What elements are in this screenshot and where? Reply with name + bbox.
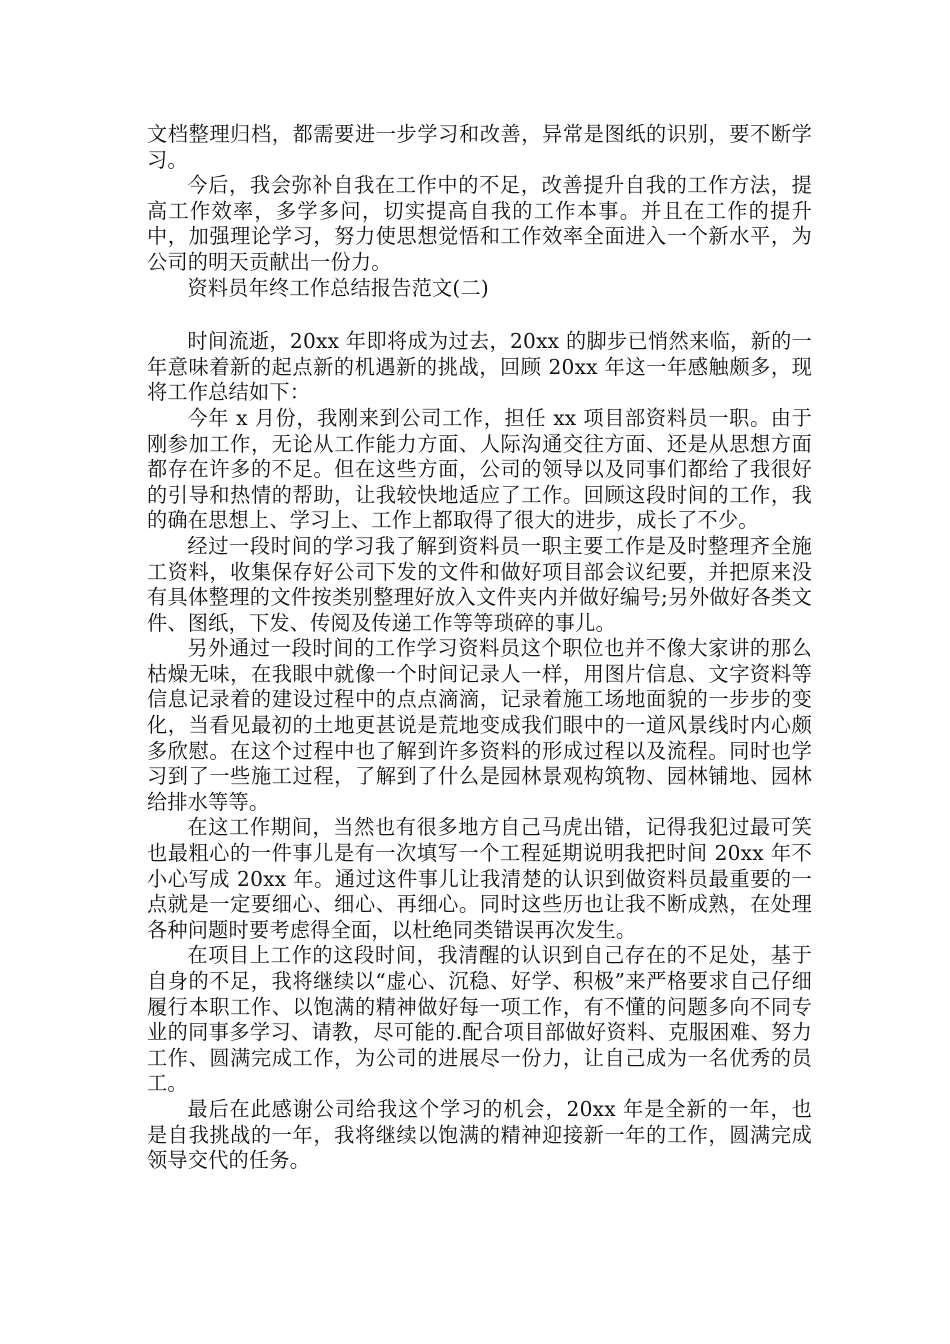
paragraph: 文档整理归档，都需要进一步学习和改善，异常是图纸的识别，要不断学习。	[147, 122, 812, 172]
document-page	[147, 122, 812, 1174]
paragraph: 在这工作期间，当然也有很多地方自己马虎出错，记得我犯过最可笑也最粗心的一件事儿是有一次填写一个工程延期说明我把时间 20xx 年不小心写成 20xx 年。通过这件事儿让我清楚的认识到做资料员最重要的一点就是一定要细心、细心、再细心。同时这些历也让我不断成熟，在处理各种问题时要考虑得全面，以杜绝同类错误再次发生。	[147, 815, 812, 942]
paragraph: 今后，我会弥补自我在工作中的不足，改善提升自我的工作方法，提高工作效率，多学多问，切实提高自我的工作本事。并且在工作的提升中，加强理论学习，努力使思想觉悟和工作效率全面进入一个新水平，为公司的明天贡献出一份力。	[147, 173, 812, 274]
paragraph: 另外通过一段时间的工作学习资料员这个职位也并不像大家讲的那么枯燥无味，在我眼中就像一个时间记录人一样，用图片信息、文字资料等信息记录着的建设过程中的点点滴滴，记录着施工场地面貌的一步步的变化，当看见最初的土地更甚说是荒地变成我们眼中的一道风景线时内心颇多欣慰。在这个过程中也了解到许多资料的形成过程以及流程。同时也学习到了一些施工过程，了解到了什么是园林景观构筑物、园林铺地、园林给排水等等。	[147, 636, 812, 814]
paragraph: 在项目上工作的这段时间，我清醒的认识到自己存在的不足处，基于自身的不足，我将继续以“虚心、沉稳、好学、积极”来严格要求自己仔细履行本职工作、以饱满的精神做好每一项工作，有不懂的问题多向不同专业的同事多学习、请教，尽可能的.配合项目部做好资料、克服困难、努力工作、圆满完成工作，为公司的进展尽一份力，让自己成为一名优秀的员工。	[147, 943, 812, 1096]
paragraph: 时间流逝，20xx 年即将成为过去，20xx 的脚步已悄然来临，新的一年意味着新的起点新的机遇新的挑战，回顾 20xx 年这一年感触颇多，现将工作总结如下：	[147, 329, 812, 405]
paragraph: 经过一段时间的学习我了解到资料员一职主要工作是及时整理齐全施工资料，收集保存好公司下发的文件和做好项目部会议纪要，并把原来没有具体整理的文件按类别整理好放入文件夹内并做好编号;另外做好各类文件、图纸，下发、传阅及传递工作等等琐碎的事儿。	[147, 533, 812, 635]
paragraph: 最后在此感谢公司给我这个学习的机会，20xx 年是全新的一年，也是自我挑战的一年，我将继续以饱满的精神迎接新一年的工作，圆满完成领导交代的任务。	[147, 1096, 812, 1173]
section-title: 资料员年终工作总结报告范文(二)	[187, 275, 489, 300]
paragraph: 今年 x 月份，我刚来到公司工作，担任 xx 项目部资料员一职。由于刚参加工作，无论从工作能力方面、人际沟通交往方面、还是从思想方面都存在许多的不足。但在这些方面，公司的领导以及同事们都给了我很好的引导和热情的帮助，让我较快地适应了工作。回顾这段时间的工作，我的确在思想上、学习上、工作上都取得了很大的进步，成长了不少。	[147, 405, 812, 533]
blank-line	[147, 301, 812, 329]
